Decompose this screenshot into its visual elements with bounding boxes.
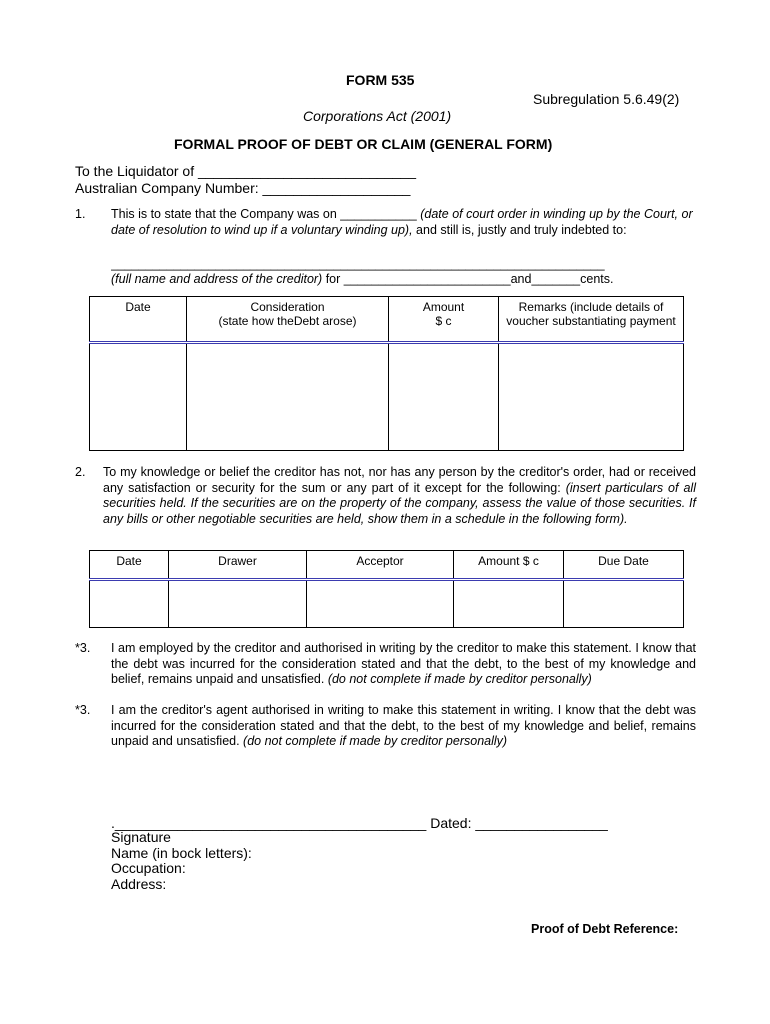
debt-table-cell-date[interactable] — [90, 343, 187, 451]
creditor-blank-line: _______________________________________________________________________ — [111, 257, 605, 271]
securities-table-cell-drawer[interactable] — [169, 580, 307, 628]
para3a-text: I am employed by the creditor and authorised in writing by the creditor to make this statement. I know that the debt was incurred for the consideration stated and that the debt, to the best of my knowledge and belief, remains unpaid and unsatisfied. (do not complete if made by creditor personally) — [111, 641, 696, 686]
proof-of-debt-reference: Proof of Debt Reference: — [531, 922, 679, 936]
creditor-line: (full name and address of the creditor) for ________________________and_______cents. — [111, 272, 614, 286]
occupation-label: Occupation: — [111, 860, 186, 876]
para2-text: To my knowledge or belief the creditor has not, nor has any person by the creditor's order, had or received any satisfaction or security for the sum or any part of it except for the following: (insert particulars of all securities held. If the securities are on the property of the company, assess the value of those securities. If any bills or other negotiable securities are held, show them in a schedule in the following form). — [103, 465, 696, 526]
debt-table — [89, 296, 684, 451]
securities-table-header-date: Date — [90, 551, 169, 580]
para3b-text: I am the creditor's agent authorised in writing to make this statement in writing. I know that the debt was incurred for the consideration stated and that the debt, to the best of my knowledge and belief, remains unpaid and unsatisfied. (do not complete if made by creditor personally) — [111, 703, 696, 748]
para1-number: 1. — [75, 207, 86, 221]
securities-table-header-acceptor: Acceptor — [307, 551, 454, 580]
para3b-number: *3. — [75, 703, 91, 717]
para2-number: 2. — [75, 465, 86, 479]
debt-table-header-consideration: Consideration (state how theDebt arose) — [187, 297, 389, 343]
company-number-line: Australian Company Number: ___________________ — [75, 180, 411, 196]
signature-dated-line[interactable]: .________________________________________ Dated: _________________ — [111, 815, 608, 831]
securities-table-cell-date[interactable] — [90, 580, 169, 628]
securities-table-cell-amount[interactable] — [454, 580, 564, 628]
liquidator-line: To the Liquidator of ____________________________ — [75, 163, 416, 179]
para3a-number: *3. — [75, 641, 91, 655]
address-label: Address: — [111, 876, 167, 892]
form-number: FORM 535 — [346, 72, 415, 88]
debt-table-header-amount: Amount $ c — [389, 297, 499, 343]
securities-table-cell-acceptor[interactable] — [307, 580, 454, 628]
name-label: Name (in bock letters): — [111, 845, 252, 861]
securities-table-header-drawer: Drawer — [169, 551, 307, 580]
signature-label: Signature — [111, 829, 171, 845]
debt-table-header-date: Date — [90, 297, 187, 343]
debt-table-cell-remarks[interactable] — [499, 343, 684, 451]
debt-table-cell-amount[interactable] — [389, 343, 499, 451]
securities-table-header-due-date: Due Date — [564, 551, 684, 580]
debt-table-cell-consideration[interactable] — [187, 343, 389, 451]
subregulation: Subregulation 5.6.49(2) — [533, 91, 680, 107]
para1-text: This is to state that the Company was on ___________ (date of court order in winding up by the Court, or date of resolution to wind up if a voluntary winding up), and still is, justly and truly indebted to: — [111, 207, 693, 237]
form-title: FORMAL PROOF OF DEBT OR CLAIM (GENERAL FORM) — [174, 136, 553, 152]
securities-table-header-amount: Amount $ c — [454, 551, 564, 580]
securities-table-cell-due-date[interactable] — [564, 580, 684, 628]
securities-table — [89, 550, 684, 628]
act-name: Corporations Act (2001) — [303, 108, 452, 124]
debt-table-header-remarks: Remarks (include details of voucher substantiating payment — [499, 297, 684, 343]
